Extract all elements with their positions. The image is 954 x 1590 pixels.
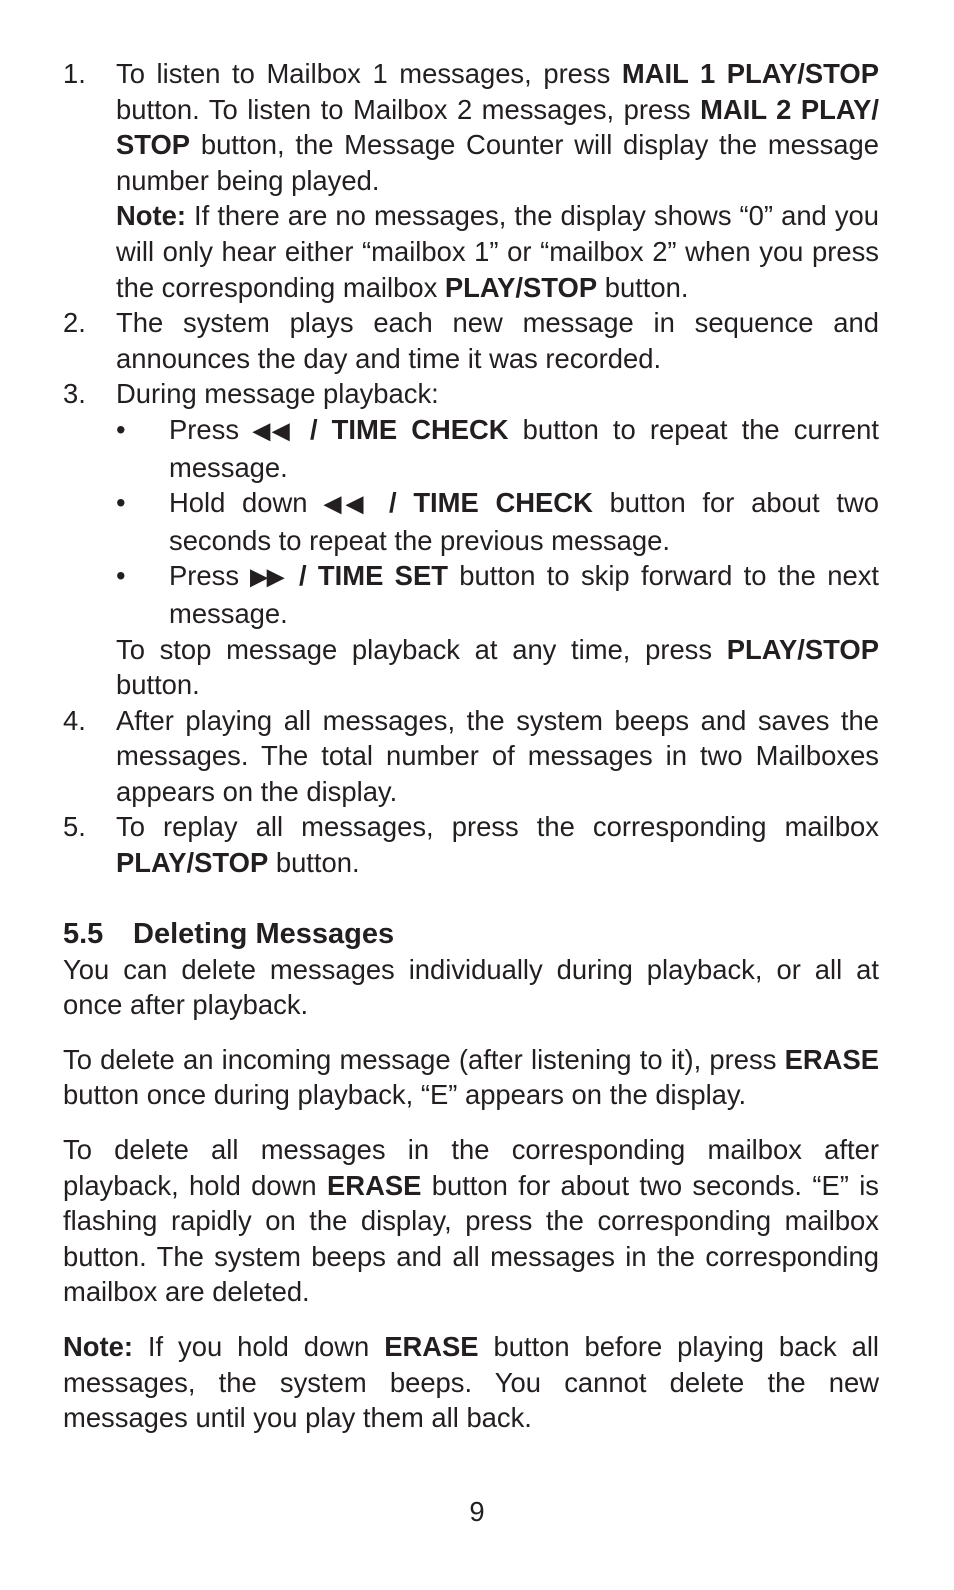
note-label: Note: [63,1331,133,1362]
text-run: To delete all messages in the corresponding mailbox after playback, hold down [63,1134,879,1201]
button-name: / TIME CHECK [295,413,509,445]
text-run: button once during playback, “E” appears on the display. [63,1079,747,1111]
stop-instruction [116,632,879,703]
bullet-mark: • [116,487,126,519]
text-run: If there are no messages, the display shows “0” and you will only hear either “mailbox 1” or “mailbox 2” when you press the corresponding mailbox [116,200,879,303]
rewind-icon: ◀◀ [324,491,369,517]
note [116,198,879,305]
list-item [63,305,879,376]
button-name: ERASE [384,1331,479,1362]
step-text [116,56,879,198]
step-text: During message playback: [116,378,439,410]
text-run: button for about two seconds to repeat the previous message. [169,487,879,556]
button-name: PLAY/STOP [726,633,879,665]
step-text: After playing all messages, the system beeps and saves the messages. The total number of messages in two Mailboxes appears on the display. [116,704,879,807]
manual-page [63,56,879,1436]
text-run: button. [116,669,200,701]
button-name: MAIL 2 PLAY/ STOP [116,93,879,161]
step-number: 2. [63,307,86,339]
text-run: button to skip forward to the next message. [169,560,880,629]
section-number: 5.5 [63,917,104,950]
bullet-item [116,412,879,485]
text-run: To stop message playback at any time, press [116,633,727,665]
text-run: To listen to Mailbox 1 messages, press [116,58,622,89]
bullet-item [116,558,879,631]
button-name: PLAY/STOP [116,847,269,879]
step-number: 3. [63,378,86,410]
paragraph: You can delete messages individually during playback, or all at once after playback. [63,953,879,1021]
text-run: To replay all messages, press the corresponding mailbox [116,811,879,843]
text-run: To delete an incoming message (after listening to it), press [63,1043,785,1075]
button-name: ERASE [327,1169,422,1201]
rewind-icon: ◀◀ [253,417,292,443]
text-run: Press [169,413,254,445]
list-item [63,376,879,702]
text-run: button. [597,271,689,303]
step-text: The system plays each new message in sequence and announces the day and time it was recorded. [116,307,879,374]
bullet-mark: • [116,413,126,445]
fast-forward-icon: ▶▶ [250,564,284,590]
button-name: MAIL 1 PLAY/STOP [621,58,879,89]
note [63,1329,879,1436]
bullet-item [116,485,879,558]
text-run: Press [169,560,251,592]
note-label: Note: [116,200,186,232]
section-title: Deleting Messages [133,917,395,950]
text-run: button before playing back all messages, the system beeps. You cannot delete the new messages until you play them all back. [63,1331,879,1434]
list-item [63,809,879,880]
paragraph [63,1042,879,1113]
text-run: button for about two seconds. “E” is flashing rapidly on the display, press the corresponding mailbox button. The system beeps and all messages in the corresponding mailbox are deleted. [63,1169,879,1308]
step-number: 1. [63,58,86,89]
button-name: ERASE [784,1043,879,1075]
section-heading [63,916,879,952]
button-name: / TIME SET [287,560,448,592]
bullet-mark: • [116,560,126,592]
text-run: If you hold down [133,1331,385,1362]
text-run: Hold down [169,487,325,519]
playback-controls-list [116,412,879,632]
text-run: button. [268,847,360,879]
page-number: 9 [469,1496,485,1527]
step-number: 5. [63,811,86,843]
button-name: PLAY/STOP [444,271,598,303]
playback-steps-list [63,56,879,881]
list-item [63,56,879,305]
text-run: button. To listen to Mailbox 2 messages, press [116,93,701,125]
button-name: / TIME CHECK [372,487,593,519]
step-number: 4. [63,704,86,736]
text-run: button to repeat the current message. [169,413,880,483]
list-item [63,703,879,810]
paragraph [63,1132,879,1310]
step-text [116,809,879,880]
text-run: button, the Message Counter will display the message number being played. [116,129,879,196]
